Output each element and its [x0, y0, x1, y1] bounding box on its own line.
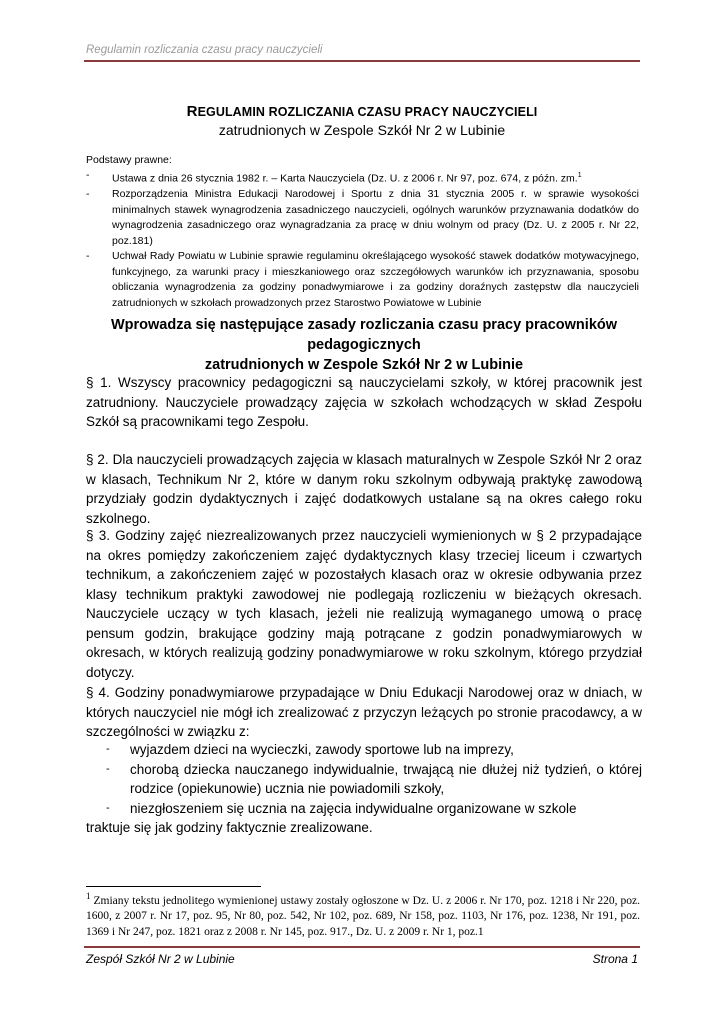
footnote-text: Zmiany tekstu jednolitego wymienionej ustawy zostały ogłoszone w Dz. U. z 2006 r. Nr 170, poz. 1218 i Nr 220, poz. 1600, z 2007 r. Nr 17, poz. 95, Nr 80, poz. 542, Nr 102, poz. 689, Nr 158, poz. 1103, Nr 176, poz. 1238, Nr 191, poz. 1369 i Nr 247, poz. 1821 oraz z 2008 r. Nr 145, poz. 917., Dz. U. z 2009 r. Nr 1, poz.1	[86, 894, 640, 938]
reason-item: - chorobą dziecka nauczanego indywidualnie, trwającą nie dłużej niż tydzień, o której rodzice (opiekunowie) ucznia nie powiadomili szkoły,	[86, 760, 642, 799]
lead-heading	[86, 315, 642, 375]
document-title	[0, 103, 724, 120]
reason-item: - niezgłoszeniem się ucznia na zajęcia indywidualne organizowane w szkole	[86, 799, 642, 819]
reason-item: - wyjazdem dzieci na wycieczki, zawody sportowe lub na imprezy,	[86, 740, 642, 760]
title-rest: EGULAMIN ROZLICZANIA CZASU PRACY NAUCZYCIELI	[197, 105, 538, 119]
closing-sentence: traktuje się jak godziny faktycznie zrealizowane.	[86, 820, 373, 835]
legal-basis-list	[86, 168, 639, 311]
header-rule	[84, 60, 640, 62]
legal-basis-item	[86, 168, 639, 187]
paragraph-3: § 3. Godziny zajęć niezrealizowanych przez nauczycieli wymienionych w § 2 przypadające na okres pomiędzy zakończeniem zajęć dydaktycznych klasy trzeciej liceum i czwartych technikum, a zakończeniem zajęć w pozostałych klasach oraz w okresie odbywania przez klasy technikum praktyki zawodowej nie podlegają rozliczeniu w bieżących okresach. Nauczyciele uczący w tych klasach, jeżeli nie realizują wymaganego umową o pracę pensum godzin, brakujące godziny mają potrącane z godzin ponadwymiarowych w okresach, w których realizują godziny ponadwymiarowe w roku szkolnym, którego przydział dotyczy.	[86, 528, 642, 680]
footnote-number: 1	[86, 891, 91, 901]
reasons-list	[86, 740, 642, 818]
paragraph-2: § 2. Dla nauczycieli prowadzących zajęcia w klasach maturalnych w Zespole Szkół Nr 2 oraz w klasach, Technikum Nr 2, które w danym roku szkolnym odbywają praktykę zawodową przydziały godzin dydaktycznych i zajęć dodatkowych ustalane są na okres całego roku szkolnego.	[86, 452, 642, 526]
legal-basis-item: - Rozporządzenia Ministra Edukacji Narodowej i Sportu z dnia 31 stycznia 2005 r. w sprawie wysokości minimalnych stawek wynagrodzenia zasadniczego nauczycieli, ogólnych warunków przyznawania dodatków do wynagrodzenia zasadniczego oraz wynagradzania za pracę w dniu wolnym od pracy (Dz. U. z 2005 r. Nr 22, poz.181)	[86, 187, 639, 249]
legal-basis-item: - Uchwał Rady Powiatu w Lubinie sprawie regulaminu określającego wysokość stawek dodatków motywacyjnego, funkcyjnego, za warunki pracy i mieszkaniowego oraz szczegółowych warunków ich przyznawania, sposobu obliczania wynagrodzenia za godziny ponadwymiarowe i za godziny doraźnych zastępstw dla nauczycieli zatrudnionych w szkołach prowadzonych przez Starostwo Powiatowe w Lubinie	[86, 249, 639, 311]
footnote-rule	[86, 886, 261, 887]
footer-school: Zespół Szkół Nr 2 w Lubinie	[86, 952, 235, 966]
footer-rule	[84, 946, 640, 948]
paragraph-4: § 4. Godziny ponadwymiarowe przypadające w Dniu Edukacji Narodowej oraz w dniach, w których nauczyciel nie mógł ich zrealizować z przyczyn leżących po stronie pracodawcy, a w szczególności w związku z:	[86, 685, 642, 739]
legal-basis-text: Ustawa z dnia 26 stycznia 1982 r. – Karta Nauczyciela (Dz. U. z 2006 r. Nr 97, poz. 674, z późn. zm.	[112, 172, 578, 185]
footnote-ref: 1	[577, 172, 582, 179]
lead-line-1: Wprowadza się następujące zasady rozliczania czasu pracy pracowników pedagogicznych	[110, 317, 618, 353]
legal-basis-label: Podstawy prawne:	[86, 154, 172, 166]
title-initial: R	[186, 103, 198, 120]
running-header: Regulamin rozliczania czasu pracy nauczycieli	[86, 44, 323, 56]
document-subtitle: zatrudnionych w Zespole Szkół Nr 2 w Lubinie	[218, 122, 506, 138]
footnote	[86, 889, 640, 940]
page-number: Strona 1	[592, 952, 638, 966]
paragraph-1: § 1. Wszyscy pracownicy pedagogiczni są nauczycielami szkoły, w której pracownik jest zatrudniony. Nauczyciele prowadzący zajęcia w szkołach wchodzących w skład Zespołu Szkół są pracownikami tego Zespołu.	[86, 375, 642, 429]
lead-line-2: zatrudnionych w Zespole Szkół Nr 2 w Lubinie	[204, 357, 524, 373]
